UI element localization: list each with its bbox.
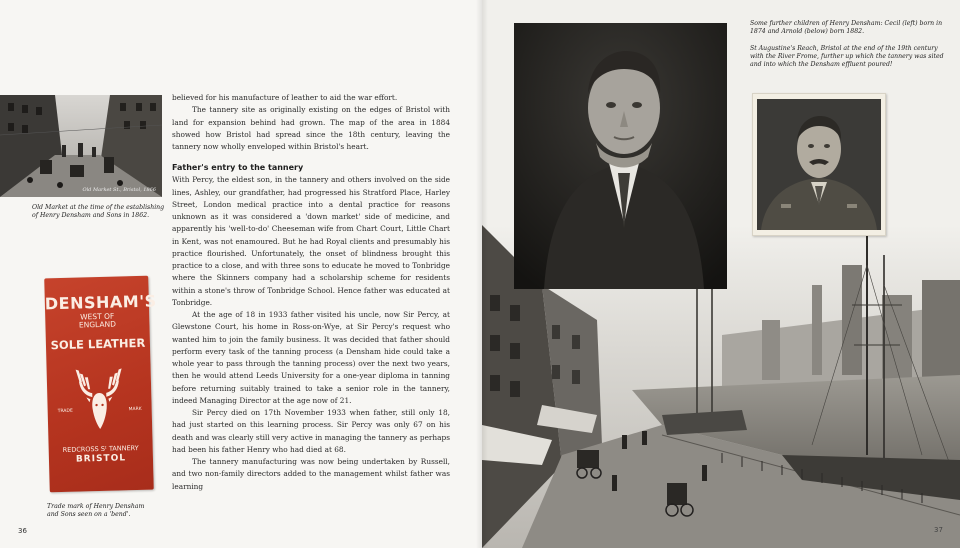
page-number-right: 37	[934, 526, 943, 534]
arnold-portrait-photo	[752, 93, 886, 236]
trade-mark-title: DENSHAM'S	[44, 291, 157, 314]
section-heading: Father's entry to the tannery	[172, 163, 304, 173]
article-body	[172, 92, 450, 493]
trade-mark-trade: TRADE	[57, 408, 73, 415]
old-market-photo-image	[0, 95, 162, 197]
stag-head-icon	[73, 354, 125, 435]
trade-mark-label	[44, 276, 157, 493]
page-number-left: 36	[18, 527, 27, 535]
body-paragraph-4: At the age of 18 in 1933 father visited his uncle, now Sir Percy, at Glewstone Court, his home in Ross-on-Wye, at Sir Percy's request who wanted him to join the family business. It was decided that father should perform every task of the tanning process (a Densham hide could take a whole year to pass through the tanning process) over the next two years, then he would attend Leeds University for a one-year diploma in tanning before returning suitably trained to take a senior role in the tannery, indeed Managing Director at the age now of 21.	[172, 310, 450, 405]
body-paragraph-2: The tannery site as originally existing on the edges of Bristol with land for expansion behind had grown. The map of the area in 1884 showed how Bristol had spread since the 18th century, leaving the tannery now wholly enveloped within Bristol's heart.	[172, 105, 450, 151]
harbour-caption: St Augustine's Reach, Bristol at the end of the 19th century with the River Frome, further up which the tannery was sited and into which the Densham effluent poured!	[750, 45, 944, 69]
trade-mark-sole-leather: SOLE LEATHER	[50, 335, 146, 353]
right-page	[482, 0, 960, 548]
trade-mark-address: REDCROSS Sᵗ TANNERY	[62, 443, 139, 454]
trade-mark-mark: MARK	[128, 406, 142, 413]
trade-mark-city: BRISTOL	[75, 453, 127, 465]
old-market-caption: Old Market at the time of the establishing of Henry Densham and Sons in 1862.	[32, 204, 165, 220]
trade-mark-england: ENGLAND	[78, 319, 117, 330]
book-gutter	[476, 0, 488, 548]
old-market-inscription: Old Market St., Bristol, 1866	[82, 187, 156, 193]
trade-mark-line2	[45, 312, 149, 331]
body-paragraph-3: With Percy, the eldest son, in the tannery and others involved on the side lines, Ashley, our grandfather, had progressed his Stratford Place, Harley Street, London medical practice into a dental practice for reasons unknown as it was considered a 'down market' side of medicine, and apparently his 'well-to-do' Cheeseman wife from Chart Court, Little Chart in Kent, was not enamoured. But he had Royal clients and presumably his practice flourished. Unfortunately, the onset of blindness brought this practice to a close, and with three sons to educate he moved to Tonbridge where the Skinners company had a scholarship scheme for residents within a stone's throw of Tonbridge School. Hence father was educated at Tonbridge.	[172, 175, 450, 307]
old-market-photo	[0, 95, 162, 197]
cecil-portrait-photo	[514, 23, 727, 289]
body-paragraph-1: believed for his manufacture of leather to aid the war effort.	[172, 93, 398, 102]
trade-mark-caption: Trade mark of Henry Densham and Sons seen on a 'bend'.	[47, 503, 145, 519]
trade-mark-west-of: WEST OF	[80, 311, 115, 322]
children-caption: Some further children of Henry Densham: Cecil (left) born in 1874 and Arnold (below) born 1882.	[750, 20, 943, 36]
body-paragraph-6: The tannery manufacturing was now being undertaken by Russell, and two non-family directors added to the management whilst father was learning	[172, 457, 450, 491]
body-paragraph-5: Sir Percy died on 17th November 1933 when father, still only 18, had just started on this learning process. Sir Percy was only 67 on his death and was clearly still very active in managing the tannery as perhaps had been his father Henry who had died at 68.	[172, 408, 450, 454]
